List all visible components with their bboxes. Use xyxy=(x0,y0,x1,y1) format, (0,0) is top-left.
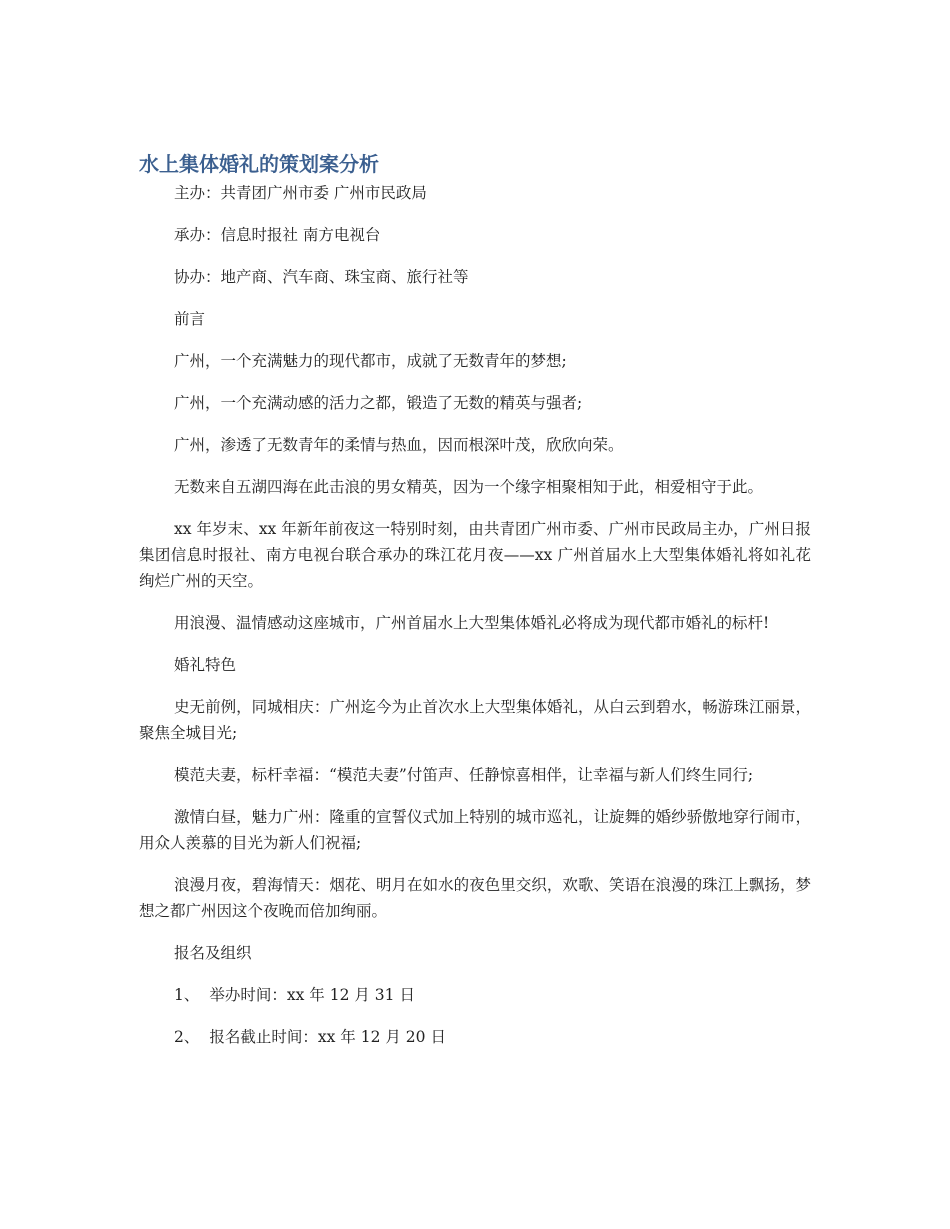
feature-paragraph: 激情白昼，魅力广州：隆重的宣誓仪式加上特别的城市巡礼，让旋舞的婚纱骄傲地穿行闹市，用众人羡慕的目光为新人们祝福; xyxy=(139,808,811,852)
list-item xyxy=(139,982,811,1008)
organizer-line: 主办：共青团广州市委 广州市民政局 xyxy=(174,184,427,202)
paragraph: 广州，渗透了无数青年的柔情与热血，因而根深叶茂，欣欣向荣。 xyxy=(174,436,624,454)
list-item-number: 1、 xyxy=(174,986,200,1004)
section-heading-registration: 报名及组织 xyxy=(174,944,252,962)
feature-paragraph: 模范夫妻，标杆幸福：“模范夫妻”付笛声、任静惊喜相伴，让幸福与新人们终生同行; xyxy=(174,766,754,784)
feature-paragraph: 浪漫月夜，碧海情天：烟花、明月在如水的夜色里交织，欢歌、笑语在浪漫的珠江上飘扬，梦想之都广州因这个夜晚而倍加绚丽。 xyxy=(139,876,811,920)
paragraph: xx 年岁末、xx 年新年前夜这一特别时刻，由共青团广州市委、广州市民政局主办，广州日报集团信息时报社、南方电视台联合承办的珠江花月夜——xx 广州首届水上大型集体婚礼将如礼花绚烂广州的天空。 xyxy=(139,520,811,590)
section-heading-features: 婚礼特色 xyxy=(174,656,237,674)
feature-paragraph: 史无前例，同城相庆：广州迄今为止首次水上大型集体婚礼，从白云到碧水，畅游珠江丽景，聚焦全城目光; xyxy=(139,698,811,742)
list-item-text: 举办时间：xx 年 12 月 31 日 xyxy=(209,986,415,1004)
list-item-text: 报名截止时间：xx 年 12 月 20 日 xyxy=(209,1028,446,1046)
list-item xyxy=(139,1024,811,1050)
paragraph: 无数来自五湖四海在此击浪的男女精英，因为一个缘字相聚相知于此，相爱相守于此。 xyxy=(174,478,764,496)
paragraph: 广州，一个充满魅力的现代都市，成就了无数青年的梦想; xyxy=(174,352,567,370)
paragraph: 广州，一个充满动感的活力之都，锻造了无数的精英与强者; xyxy=(174,394,583,412)
document-title: 水上集体婚礼的策划案分析 xyxy=(139,152,379,176)
co-organizer-line: 协办：地产商、汽车商、珠宝商、旅行社等 xyxy=(174,268,469,286)
section-heading-preface: 前言 xyxy=(174,310,206,328)
undertaker-line: 承办：信息时报社 南方电视台 xyxy=(174,226,381,244)
paragraph: 用浪漫、温情感动这座城市，广州首届水上大型集体婚礼必将成为现代都市婚礼的标杆! xyxy=(174,614,770,632)
list-item-number: 2、 xyxy=(174,1028,200,1046)
document-body xyxy=(139,180,811,1066)
